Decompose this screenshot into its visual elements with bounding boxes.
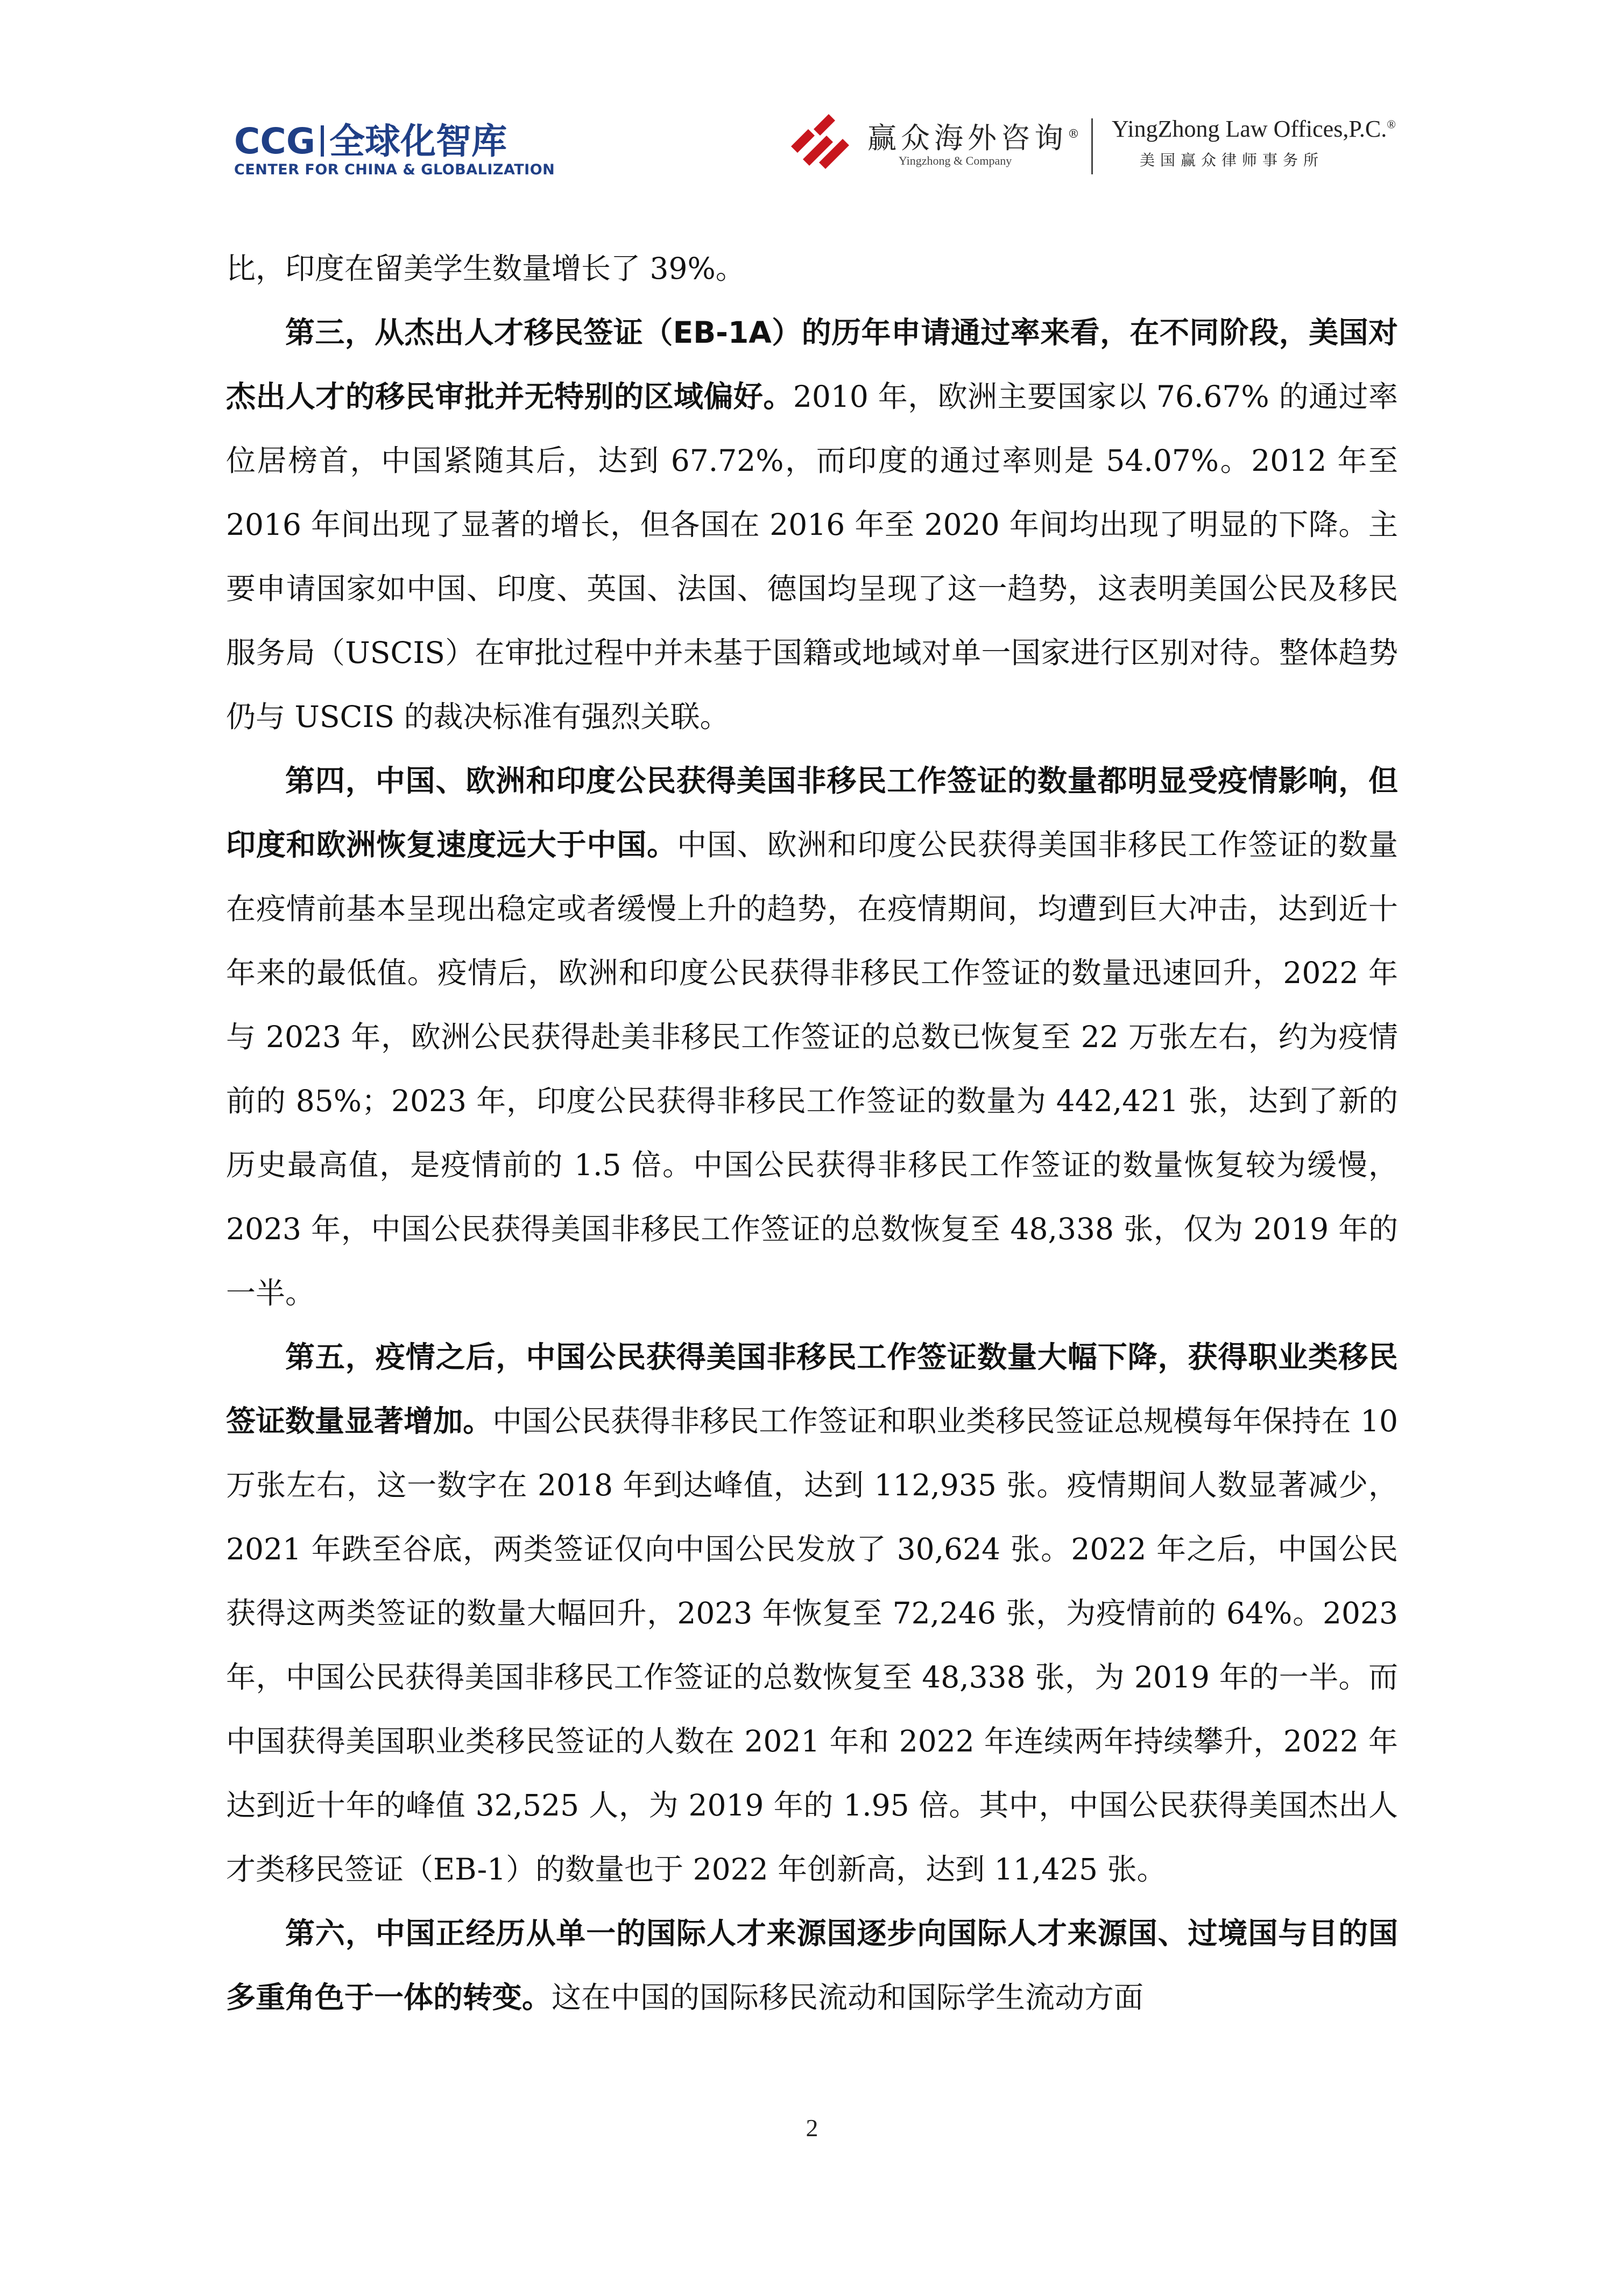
yingzhong-name-cn: 赢众海外咨询® bbox=[867, 121, 1079, 155]
document-body bbox=[226, 237, 1398, 2030]
header-divider bbox=[1091, 118, 1093, 174]
ccg-logo-separator bbox=[321, 125, 324, 157]
ccg-logo bbox=[234, 121, 555, 182]
ccg-logo-chinese: 全球化智库 bbox=[329, 121, 507, 162]
yingzhong-logo-icon bbox=[787, 113, 857, 172]
yingzhong-name-en: Yingzhong & Company bbox=[899, 154, 1012, 167]
paragraph-text: 这在中国的国际移民流动和国际学生流动方面 bbox=[552, 1980, 1144, 2015]
law-office-name-en: YingZhong Law Offices,P.C.® bbox=[1112, 116, 1396, 142]
paragraph-text: 2010 年，欧洲主要国家以 76.67% 的通过率位居榜首，中国紧随其后，达到 67.72%，而印度的通过率则是 54.07%。2012 年至 2016 年间出现了显著的增长，但各国在 2016 年至 2020 年间均出现了明显的下降。主要申请国家如中国、印度、英国、法国、德国均呈现了这一趋势，这表明美国公民及移民服务局（USCIS）在审批过程中并未基于国籍或地域对单一国家进行区别对待。整体趋势仍与 USCIS 的裁决标准有强烈关联。 bbox=[226, 379, 1398, 734]
paragraph-heading: 第四，中国、欧洲和印度公民获得美国非移民工作签证的数量都明显受疫情影响，但印度和欧洲恢复速度远大于中国。 bbox=[226, 764, 1398, 862]
paragraph-heading: 第六，中国正经历从单一的国际人才来源国逐步向国际人才来源国、过境国与目的国多重角色于一体的转变。 bbox=[226, 1916, 1398, 2015]
paragraph-heading: 第五，疫情之后，中国公民获得美国非移民工作签证数量大幅下降，获得职业类移民签证数量显著增加。 bbox=[226, 1340, 1398, 1438]
paragraph bbox=[226, 1325, 1398, 1902]
paragraph-text: 中国、欧洲和印度公民获得美国非移民工作签证的数量在疫情前基本呈现出稳定或者缓慢上升的趋势，在疫情期间，均遭到巨大冲击，达到近十年来的最低值。疫情后，欧洲和印度公民获得非移民工作签证的数量迅速回升，2022 年与 2023 年，欧洲公民获得赴美非移民工作签证的总数已恢复至 22 万张左右，约为疫情前的 85%；2023 年，印度公民获得非移民工作签证的数量为 442,421 张，达到了新的历史最高值，是疫情前的 1.5 倍。中国公民获得非移民工作签证的数量恢复较为缓慢，2023 年，中国公民获得美国非移民工作签证的总数恢复至 48,338 张，仅为 2019 年的一半。 bbox=[226, 828, 1398, 1310]
registered-mark: ® bbox=[1068, 128, 1079, 141]
paragraph-text: 中国公民获得非移民工作签证和职业类移民签证总规模每年保持在 10 万张左右，这一数字在 2018 年到达峰值，达到 112,935 张。疫情期间人数显著减少，2021 年跌至谷底，两类签证仅向中国公民发放了 30,624 张。2022 年之后，中国公民获得这两类签证的数量大幅回升，2023 年恢复至 72,246 张，为疫情前的 64%。2023 年，中国公民获得美国非移民工作签证的总数恢复至 48,338 张，为 2019 年的一半。而中国获得美国职业类移民签证的人数在 2021 年和 2022 年连续两年持续攀升，2022 年达到近十年的峰值 32,525 人，为 2019 年的 1.95 倍。其中，中国公民获得美国杰出人才类移民签证（EB-1）的数量也于 2022 年创新高，达到 11,425 张。 bbox=[226, 1404, 1398, 1887]
law-office-name-cn: 美国赢众律师事务所 bbox=[1140, 151, 1324, 169]
paragraph-heading: 第三，从杰出人才移民签证（EB-1A）的历年申请通过率来看，在不同阶段，美国对杰出人才的移民审批并无特别的区域偏好。 bbox=[226, 315, 1399, 414]
paragraph bbox=[226, 301, 1398, 749]
page-number: 2 bbox=[806, 2114, 818, 2142]
registered-mark: ® bbox=[1387, 117, 1396, 131]
paragraph bbox=[226, 749, 1398, 1325]
ccg-logo-letters: CCG bbox=[234, 121, 316, 162]
paragraph bbox=[226, 1902, 1398, 2030]
paragraph-text: 比，印度在留美学生数量增长了 39%。 bbox=[226, 251, 745, 286]
ccg-logo-subtitle: CENTER FOR CHINA & GLOBALIZATION bbox=[234, 161, 555, 178]
page-header bbox=[0, 0, 1624, 194]
paragraph bbox=[226, 237, 1398, 301]
